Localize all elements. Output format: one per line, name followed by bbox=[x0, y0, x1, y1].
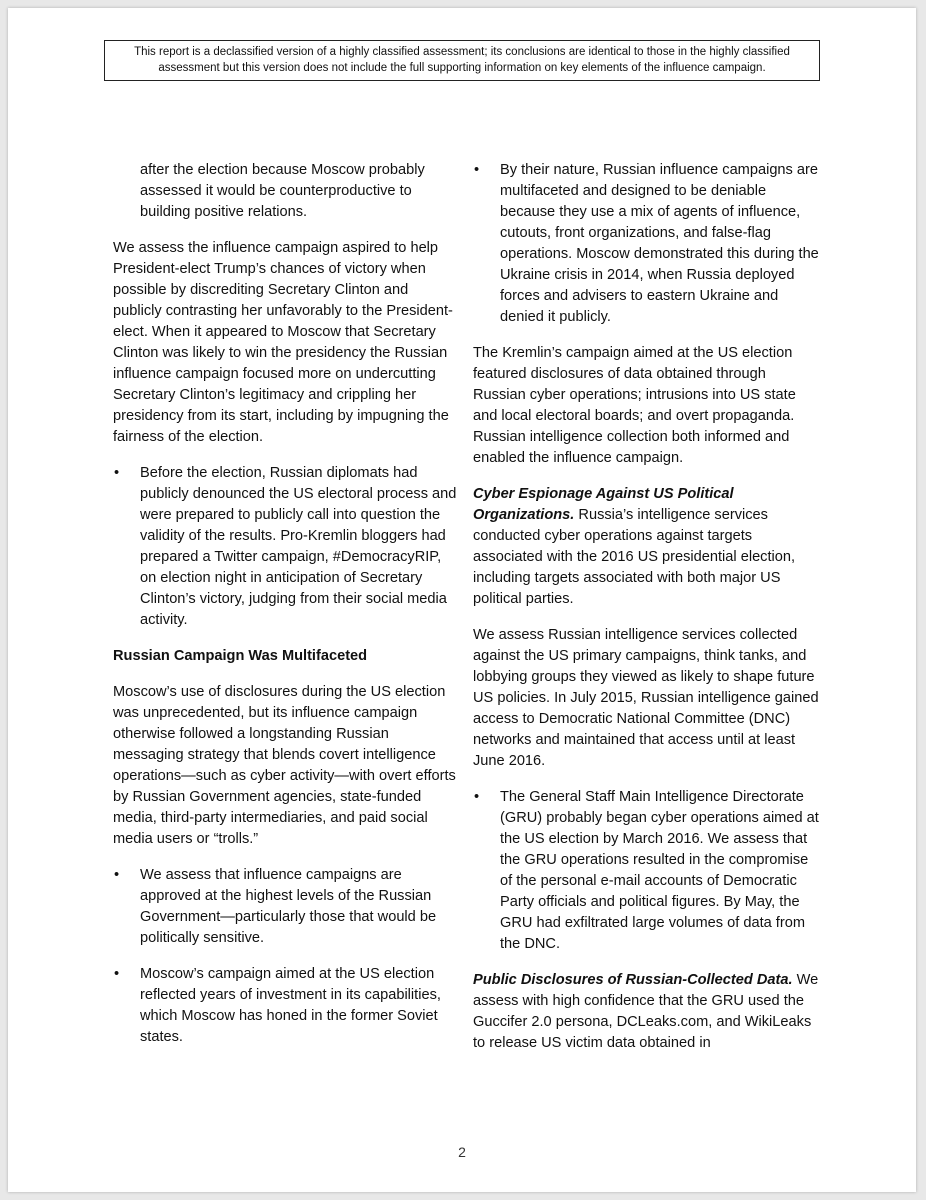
bullet-text: The General Staff Main Intelligence Directorate (GRU) probably began cyber operations aimed at the US election by March 2016. We assess that the GRU operations resulted in the compromise of the personal e-mail accounts of Democratic Party officials and political figures. By May, the GRU had exfiltrated large volumes of data from the DNC. bbox=[500, 789, 819, 952]
run-in-heading: Cyber Espionage Against US Political Organizations. bbox=[473, 486, 734, 523]
right-column bbox=[473, 160, 820, 1069]
bullet-text: We assess that influence campaigns are approved at the highest levels of the Russian Government—particularly those that would be politically sensitive. bbox=[140, 867, 437, 946]
bullet-item bbox=[113, 463, 458, 631]
page-number: 2 bbox=[458, 1144, 466, 1160]
section-text: We assess with high confidence that the GRU used the Guccifer 2.0 persona, DCLeaks.com, and WikiLeaks to release US victim data obtained in bbox=[473, 972, 819, 1051]
bullet-glyph: • bbox=[114, 465, 120, 481]
bullet-item bbox=[113, 964, 458, 1048]
bullet-item bbox=[113, 865, 458, 949]
section-paragraph bbox=[473, 484, 820, 610]
bullet-item bbox=[473, 160, 820, 328]
section-paragraph bbox=[473, 970, 820, 1054]
bullet-glyph: • bbox=[114, 966, 120, 982]
run-in-heading: Public Disclosures of Russian-Collected Data. bbox=[473, 972, 793, 988]
bullet-glyph: • bbox=[474, 789, 480, 805]
banner-text: This report is a declassified version of a highly classified assessment; its conclusions are identical to those in the highly classified assessment but this version does not include the full supporting information on key elements of the influence campaign. bbox=[134, 46, 790, 74]
bullet-glyph: • bbox=[474, 162, 480, 178]
body-paragraph: The Kremlin’s campaign aimed at the US election featured disclosures of data obtained through Russian cyber operations; intrusions into US state and local electoral boards; and overt propaganda. Russian intelligence collection both informed and enabled the influence campaign. bbox=[473, 345, 796, 466]
document-page bbox=[8, 8, 916, 1192]
bullet-text: Moscow’s campaign aimed at the US election reflected years of investment in its capabilities, which Moscow has honed in the former Soviet states. bbox=[140, 966, 441, 1045]
continuation-paragraph: after the election because Moscow probably assessed it would be counterproductive to building positive relations. bbox=[140, 162, 425, 220]
section-heading: Russian Campaign Was Multifaceted bbox=[113, 648, 368, 664]
body-paragraph: Moscow’s use of disclosures during the US election was unprecedented, but its influence campaign otherwise followed a longstanding Russian messaging strategy that blends covert intelligence operations—such as cyber activity—with overt efforts by Russian Government agencies, state-funded media, third-party intermediaries, and paid social media users or “trolls.” bbox=[113, 684, 456, 847]
bullet-text: By their nature, Russian influence campaigns are multifaceted and designed to be deniable because they use a mix of agents of influence, cutouts, front organizations, and false-flag operations. Moscow demonstrated this during the Ukraine crisis in 2014, when Russia deployed forces and advisers to eastern Ukraine and denied it publicly. bbox=[500, 162, 819, 325]
bullet-text: Before the election, Russian diplomats had publicly denounced the US electoral process and were prepared to publicly call into question the validity of the results. Pro-Kremlin bloggers had prepared a Twitter campaign, #DemocracyRIP, on election night in anticipation of Secretary Clinton’s victory, judging from their social media activity. bbox=[140, 465, 457, 628]
bullet-item bbox=[473, 787, 820, 955]
body-paragraph: We assess Russian intelligence services collected against the US primary campaigns, think tanks, and lobbying groups they viewed as likely to shape future US policies. In July 2015, Russian intelligence gained access to Democratic National Committee (DNC) networks and maintained that access until at least June 2016. bbox=[473, 627, 819, 769]
section-text: Russia’s intelligence services conducted cyber operations against targets associated with the 2016 US presidential election, including targets associated with both major US political parties. bbox=[473, 507, 796, 607]
left-column bbox=[113, 160, 458, 1063]
body-paragraph: We assess the influence campaign aspired to help President-elect Trump’s chances of victory when possible by discrediting Secretary Clinton and publicly contrasting her unfavorably to the President-elect. When it appeared to Moscow that Secretary Clinton was likely to win the presidency the Russian influence campaign focused more on undercutting Secretary Clinton’s legitimacy and crippling her presidency from its start, including by impugning the fairness of the election. bbox=[113, 240, 453, 445]
classification-banner bbox=[104, 40, 820, 81]
bullet-glyph: • bbox=[114, 867, 120, 883]
